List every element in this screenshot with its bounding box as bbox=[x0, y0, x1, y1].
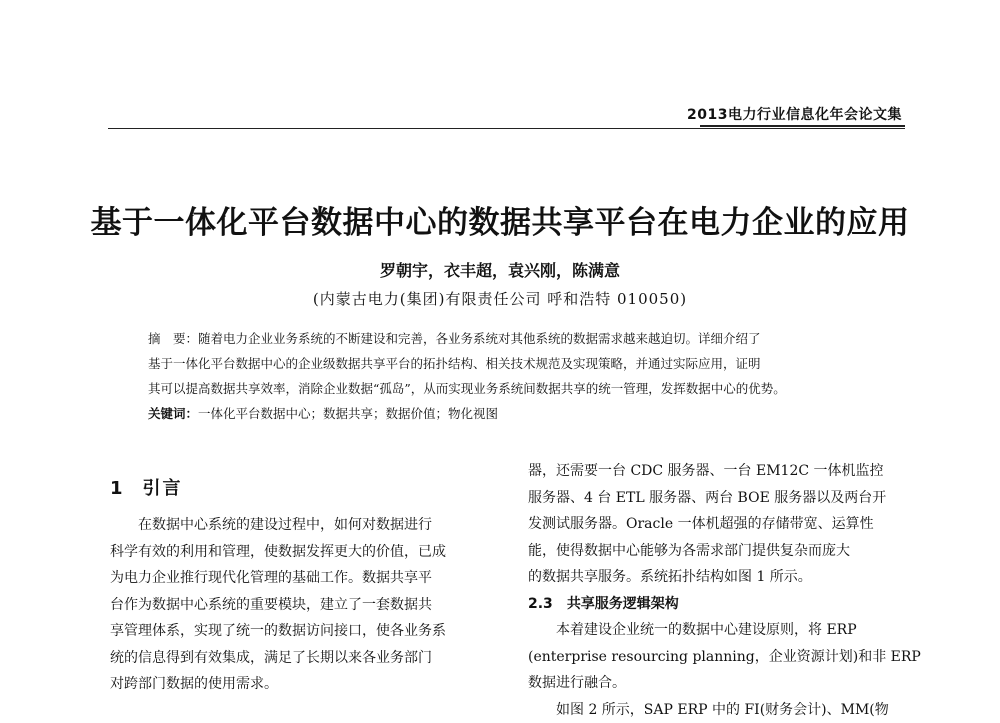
subsection-title: 共享服务逻辑架构 bbox=[567, 596, 679, 612]
body-line: 在数据中心系统的建设过程中，如何对数据进行 bbox=[110, 512, 490, 539]
left-column-body bbox=[110, 512, 490, 698]
body-line: 器，还需要一台 CDC 服务器、一台 EM12C 一体机监控 bbox=[528, 458, 908, 485]
subsection-number: 2.3 bbox=[528, 596, 553, 612]
body-line: 对跨部门数据的使用需求。 bbox=[110, 671, 490, 698]
body-line: 享管理体系，实现了统一的数据访问接口，使各业务系 bbox=[110, 618, 490, 645]
header-rule bbox=[108, 128, 905, 129]
body-line: 科学有效的利用和管理，使数据发挥更大的价值，已成 bbox=[110, 539, 490, 566]
subsection-heading bbox=[528, 591, 908, 618]
header-rule-thick bbox=[700, 125, 905, 127]
keywords-line bbox=[148, 401, 878, 426]
right-column-body bbox=[528, 458, 908, 723]
body-line: 台作为数据中心系统的重要模块，建立了一套数据共 bbox=[110, 592, 490, 619]
abstract-line: 基于一体化平台数据中心的企业级数据共享平台的拓扑结构、相关技术规范及实现策略，并通过实际应用，证明 bbox=[148, 351, 878, 376]
paper-affiliation: (内蒙古电力(集团)有限责任公司 呼和浩特 010050) bbox=[0, 288, 1000, 309]
body-line: 数据进行融合。 bbox=[528, 670, 908, 697]
journal-header: 2013电力行业信息化年会论文集 bbox=[687, 104, 902, 124]
body-line: 的数据共享服务。系统拓扑结构如图 1 所示。 bbox=[528, 564, 908, 591]
section-heading bbox=[110, 474, 183, 500]
abstract-block bbox=[148, 326, 878, 426]
section-title: 引言 bbox=[143, 478, 183, 499]
paper-title: 基于一体化平台数据中心的数据共享平台在电力企业的应用 bbox=[0, 197, 1000, 242]
body-line: 本着建设企业统一的数据中心建设原则，将 ERP bbox=[528, 617, 908, 644]
body-line: 服务器、4 台 ETL 服务器、两台 BOE 服务器以及两台开 bbox=[528, 485, 908, 512]
abstract-line: 摘 要：随着电力企业业务系统的不断建设和完善，各业务系统对其他系统的数据需求越来越迫切。详细介绍了 bbox=[148, 326, 878, 351]
body-line: 为电力企业推行现代化管理的基础工作。数据共享平 bbox=[110, 565, 490, 592]
paper-authors: 罗朝宇，衣丰超，袁兴刚，陈满意 bbox=[0, 258, 1000, 281]
body-line: 能，使得数据中心能够为各需求部门提供复杂而庞大 bbox=[528, 538, 908, 565]
body-line: 如图 2 所示，SAP ERP 中的 FI(财务会计)、MM(物 bbox=[528, 697, 908, 723]
section-number: 1 bbox=[110, 478, 125, 499]
body-line: 统的信息得到有效集成，满足了长期以来各业务部门 bbox=[110, 645, 490, 672]
body-line: 发测试服务器。Oracle 一体机超强的存储带宽、运算性 bbox=[528, 511, 908, 538]
abstract-line: 其可以提高数据共享效率，消除企业数据“孤岛”，从而实现业务系统间数据共享的统一管理，发挥数据中心的优势。 bbox=[148, 376, 878, 401]
keywords-text: 一体化平台数据中心；数据共享；数据价值；物化视图 bbox=[198, 406, 498, 421]
keywords-label: 关键词： bbox=[148, 406, 198, 421]
body-line: (enterprise resourcing planning，企业资源计划)和非 ERP bbox=[528, 644, 908, 671]
